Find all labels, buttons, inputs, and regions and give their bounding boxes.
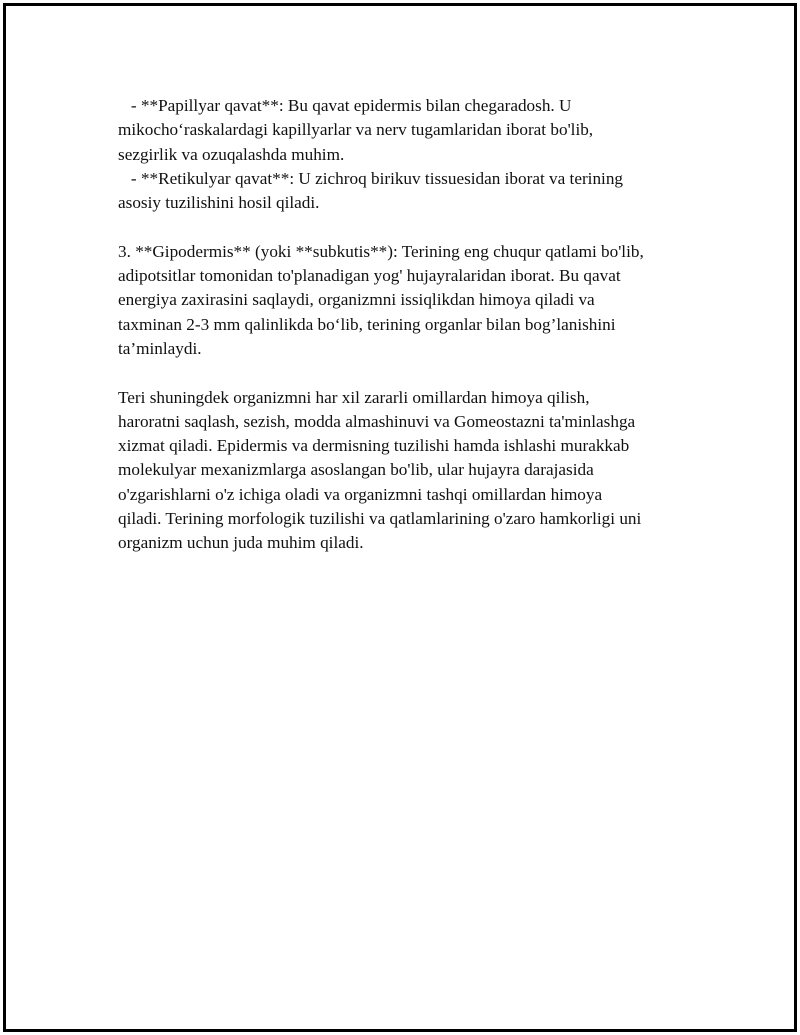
text-line: molekulyar mexanizmlarga asoslangan bo'lib, ular hujayra darajasida bbox=[118, 460, 594, 480]
text-line: organizm uchun juda muhim qiladi. bbox=[118, 533, 364, 553]
text-line: Teri shuningdek organizmni har xil zararli omillardan himoya qilish, bbox=[118, 387, 590, 407]
paragraph-dermis-layers bbox=[118, 94, 708, 215]
text-line: mikocho‘raskalardagi kapillyarlar va nerv tugamlaridan iborat bo'lib, bbox=[118, 120, 594, 140]
text-line: ta’minlaydi. bbox=[118, 338, 202, 358]
text-line: xizmat qiladi. Epidermis va dermisning tuzilishi hamda ishlashi murakkab bbox=[118, 436, 630, 456]
text-line: sezgirlik va ozuqalashda muhim. bbox=[118, 144, 345, 164]
text-line: adipotsitlar tomonidan to'planadigan yog' hujayralaridan iborat. Bu qavat bbox=[118, 266, 621, 286]
text-line: haroratni saqlash, sezish, modda almashinuvi va Gomeostazni ta'minlashga bbox=[118, 411, 636, 431]
text-line: taxminan 2-3 mm qalinlikda bo‘lib, terining organlar bilan bog’lanishini bbox=[118, 314, 616, 334]
text-line: - **Retikulyar qavat**: U zichroq birikuv tissuesidan iborat va terining bbox=[118, 168, 624, 188]
paragraph-spacer bbox=[118, 215, 708, 239]
text-line: - **Papillyar qavat**: Bu qavat epidermis bilan chegaradosh. U bbox=[118, 96, 572, 115]
paragraph-spacer bbox=[118, 361, 708, 385]
paragraph-hypodermis bbox=[118, 240, 708, 361]
paragraph-skin-functions bbox=[118, 386, 708, 556]
text-line: qiladi. Terining morfologik tuzilishi va qatlamlarining o'zaro hamkorligi uni bbox=[118, 509, 642, 529]
text-line: 3. **Gipodermis** (yoki **subkutis**): Terining eng chuqur qatlami bo'lib, bbox=[118, 241, 644, 261]
document-body bbox=[118, 94, 708, 556]
text-line: asosiy tuzilishini hosil qiladi. bbox=[118, 193, 320, 213]
text-line: energiya zaxirasini saqlaydi, organizmni issiqlikdan himoya qiladi va bbox=[118, 290, 595, 310]
text-line: o'zgarishlarni o'z ichiga oladi va organizmni tashqi omillardan himoya bbox=[118, 484, 603, 504]
